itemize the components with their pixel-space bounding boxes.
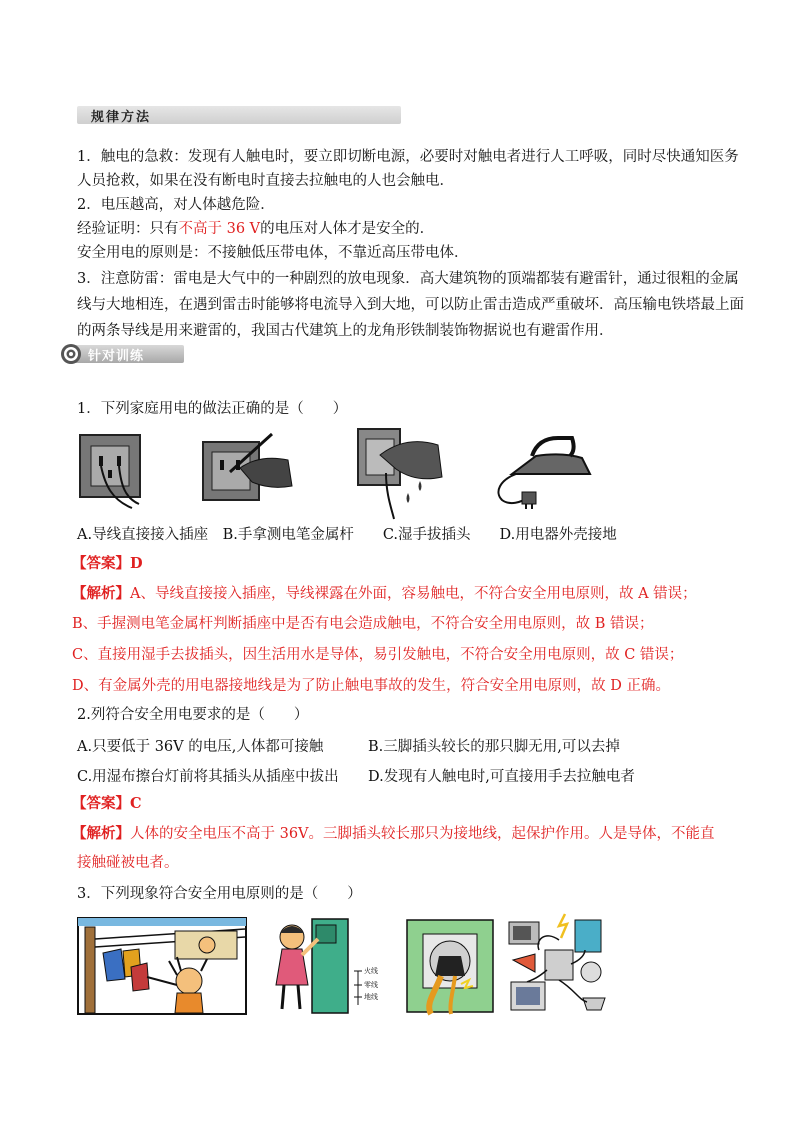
q1-analysis-text1: A、导线直接接入插座，导线裸露在外面，容易触电，不符合安全用电原则，故 A 错误； [130,586,697,602]
iron-grounded-illustration [492,430,597,510]
q2-answer [72,794,142,814]
method-p5-line3: 的两条导线是用来避雷的，我国古代建筑上的龙角形铁制装饰物据说也有避雷作用． [77,323,614,339]
method-p1-line2: 人员抢救，如果在没有断电时直接去拉触电的人也会触电． [77,173,454,189]
method-p2: 2．电压越高，对人体越危险． [77,197,275,213]
q2-answer-value: C [130,795,142,812]
overloaded-socket-illustration [505,910,615,1018]
q2-answer-tag: 【答案】 [72,795,130,812]
q2-analysis-line1 [72,824,715,844]
q1-stem: 1．下列家庭用电的做法正确的是（ ） [77,401,348,417]
q2-analysis-text1: 人体的安全电压不高于 36V。三脚插头较长那只为接地线，起保护作用。人是导体，不能直 [130,826,715,842]
q2-analysis-line2: 接触碰被电者。 [77,855,179,871]
method-p3-post: 的电压对人体才是安全的． [260,221,435,237]
q2-option-a: A.只要低于 36V 的电压,人体都可接触 [77,739,324,755]
q1-analysis-line1 [72,584,697,604]
fig-label-earth: 地线 [364,993,378,1001]
frayed-plug-socket-illustration [405,918,495,1016]
training-section-title: 针对训练 [88,349,145,364]
method-p3 [77,219,434,239]
q1-answer [72,554,143,574]
q2-option-b: B.三脚插头较长的那只脚无用,可以去掉 [368,739,620,755]
q2-analysis-tag: 【解析】 [72,825,130,842]
method-p5-line1: 3．注意防雷：雷电是大气中的一种剧烈的放电现象．高大建筑物的顶端都装有避雷针，通过很粗的金属 [77,271,739,287]
method-section-title: 规律方法 [91,110,152,125]
test-pen-illustration [200,430,295,510]
fig-label-live: 火线 [364,967,378,975]
q1-analysis-line4: D、有金属外壳的用电器接地线是为了防止触电事故的发生，符合安全用电原则，故 D 正确。 [72,678,670,694]
q2-option-c: C.用湿布擦台灯前将其插头从插座中拔出 [77,769,339,785]
q1-analysis-tag: 【解析】 [72,585,130,602]
q2-option-d: D.发现有人触电时,可直接用手去拉触电者 [368,769,635,785]
girl-switch-panel-illustration [268,915,388,1015]
q1-options: A.导线直接接入插座 B.手拿测电笔金属杆 C.湿手拔插头 D.用电器外壳接地 [77,527,617,543]
method-p4: 安全用电的原则是：不接触低压带电体，不靠近高压带电体． [77,245,469,261]
fig-label-neutral: 零线 [364,981,378,989]
method-p1-line1: 1．触电的急救：发现有人触电时，要立即切断电源，必要时对触电者进行人工呼吸，同时尽快通知医务 [77,149,739,165]
q1-analysis-line3: C、直接用湿手去拔插头，因生活用水是导体，易引发触电，不符合安全用电原则，故 C 错误； [72,647,684,663]
q1-answer-tag: 【答案】 [72,555,130,572]
wet-hand-plug-illustration [356,425,446,520]
q1-answer-value: D [130,555,143,572]
q1-analysis-line2: B、手握测电笔金属杆判断插座中是否有电会造成触电，不符合安全用电原则，故 B 错误； [72,616,654,632]
method-p5-line2: 线与大地相连，在遇到雷击时能够将电流导入到大地，可以防止雷击造成严重破坏．高压输电铁塔最上面 [77,297,744,313]
q2-stem: 2.列符合安全用电要求的是（ ） [77,707,309,723]
method-p3-highlight: 不高于 36 V [178,221,261,237]
training-section-header [60,343,180,365]
target-icon [60,343,82,365]
method-p3-pre: 经验证明：只有 [77,221,179,237]
socket-wire-illustration [77,430,147,510]
q3-stem: 3．下列现象符合安全用电原则的是（ ） [77,886,362,902]
clothesline-near-wire-illustration [77,917,247,1015]
method-section-header [77,106,401,124]
